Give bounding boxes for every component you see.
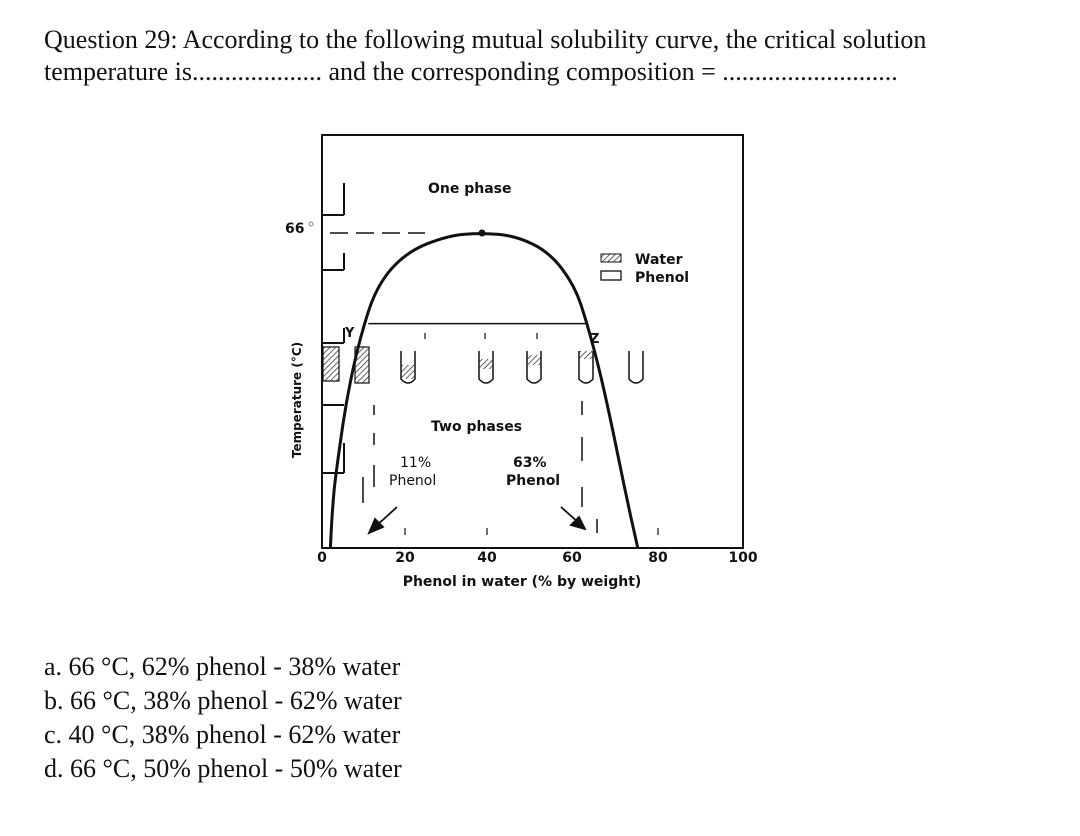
test-tube-2 [479, 351, 493, 383]
label-critical-temp: 66 [285, 221, 305, 237]
x-tick-60: 60 [562, 550, 582, 566]
label-right-pct: 63% [513, 455, 547, 471]
question-line-1: Question 29: According to the following mutual solubility curve, the critical solution [44, 25, 927, 54]
critical-point [478, 230, 485, 237]
question-line-2: temperature is.................... and the corresponding composition = ........................... [44, 57, 898, 86]
left-hatched-tube [323, 347, 369, 383]
legend-water: Water [635, 252, 683, 268]
option-a[interactable]: a. 66 °C, 62% phenol - 38% water [44, 652, 401, 681]
x-tick-0: 0 [317, 550, 327, 566]
legend-phenol-swatch [601, 271, 621, 280]
arrow-11-percent [369, 507, 397, 533]
legend-phenol: Phenol [635, 270, 690, 286]
x-tick-40: 40 [477, 550, 497, 566]
test-tube-5 [629, 351, 643, 383]
solubility-curve [330, 234, 637, 548]
x-tick-80: 80 [648, 550, 668, 566]
test-tube-4 [579, 351, 593, 383]
test-tube-3 [527, 351, 541, 383]
y-axis-label: Temperature (°C) [290, 341, 304, 459]
test-tube-1 [401, 351, 415, 383]
x-tick-100: 100 [728, 550, 758, 566]
degree-mark [309, 222, 313, 226]
label-left-name: Phenol [389, 473, 437, 489]
label-two-phases: Two phases [431, 419, 523, 435]
legend-water-swatch [601, 254, 621, 262]
solubility-chart [245, 115, 775, 600]
label-one-phase: One phase [428, 181, 512, 197]
option-d[interactable]: d. 66 °C, 50% phenol - 50% water [44, 754, 402, 783]
option-b[interactable]: b. 66 °C, 38% phenol - 62% water [44, 686, 402, 715]
x-axis-label: Phenol in water (% by weight) [402, 574, 642, 590]
label-right-name: Phenol [506, 473, 561, 489]
x-tick-20: 20 [395, 550, 415, 566]
label-point-y: Y [345, 326, 355, 341]
answer-options [44, 650, 402, 786]
label-left-pct: 11% [400, 455, 432, 471]
bottom-axis-ticks [405, 528, 658, 535]
question-text [44, 24, 1044, 88]
arrow-63-percent [561, 507, 585, 529]
legend [601, 254, 621, 280]
option-c[interactable]: c. 40 °C, 38% phenol - 62% water [44, 720, 401, 749]
label-point-z: Z [590, 332, 600, 347]
tie-line-ticks [425, 333, 537, 339]
